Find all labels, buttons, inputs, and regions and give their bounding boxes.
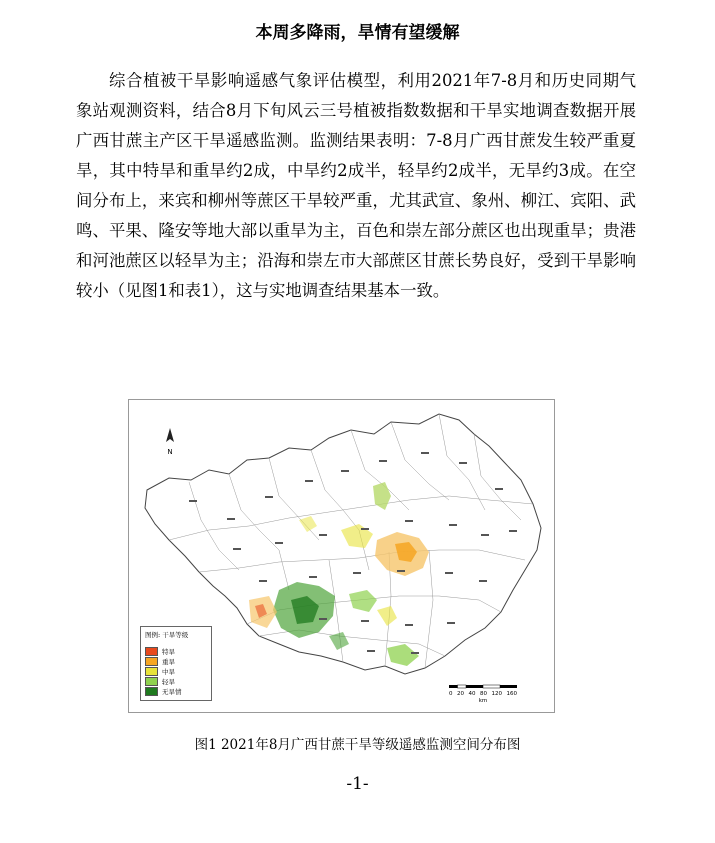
legend-label: 重旱 (162, 657, 175, 666)
legend-label: 轻旱 (162, 677, 175, 686)
legend-item (145, 687, 182, 695)
legend-swatch (145, 667, 158, 676)
legend-item (145, 667, 175, 675)
legend-swatch (145, 677, 158, 686)
legend-label: 特旱 (162, 647, 175, 656)
scale-bar (449, 684, 517, 706)
scale-bar-graphic (449, 684, 517, 690)
scale-tick: 160 (506, 691, 517, 697)
drought-map-figure (128, 399, 555, 713)
north-label: N (167, 448, 173, 456)
scale-tick: 40 (468, 691, 476, 697)
legend-label: 无旱情 (162, 687, 182, 696)
page-title: 本周多降雨，旱情有望缓解 (255, 23, 460, 43)
scale-unit: km (478, 698, 488, 704)
scale-tick: 80 (480, 691, 487, 697)
legend-label: 中旱 (162, 667, 175, 676)
figure-caption: 图1 2021年8月广西甘蔗干旱等级遥感监测空间分布图 (194, 737, 521, 753)
scale-tick: 20 (457, 691, 464, 697)
north-arrow-icon (165, 428, 175, 446)
north-arrow (163, 428, 177, 456)
legend-item (145, 647, 175, 655)
map-legend (140, 626, 212, 701)
legend-item (145, 677, 175, 685)
page-number: -1- (346, 774, 369, 794)
legend-swatch (145, 687, 158, 696)
legend-swatch (145, 647, 158, 656)
scale-tick: 120 (491, 691, 502, 697)
legend-item (145, 657, 175, 665)
scale-ticks (449, 691, 517, 697)
scale-tick: 0 (449, 691, 453, 697)
legend-title: 图例: 干旱等级 (145, 631, 189, 639)
legend-swatch (145, 657, 158, 666)
body-paragraph: 综合植被干旱影响遥感气象评估模型，利用2021年7-8月和历史同期气象站观测资料，结合8月下旬风云三号植被指数数据和干旱实地调查数据开展广西甘蔗主产区干旱遥感监测。监测结果表明：7-8月广西甘蔗发生较严重夏旱，其中特旱和重旱约2成，中旱约2成半，轻旱约2成半，无旱约3成。在空间分布上，来宾和柳州等蔗区干旱较严重，尤其武宣、象州、柳江、宾阳、武鸣、平果、隆安等地大部以重旱为主，百色和崇左部分蔗区也出现重旱；贵港和河池蔗区以轻旱为主；沿海和崇左市大部蔗区甘蔗长势良好，受到干旱影响较小（见图1和表1），这与实地调查结果基本一致。 (76, 71, 636, 300)
